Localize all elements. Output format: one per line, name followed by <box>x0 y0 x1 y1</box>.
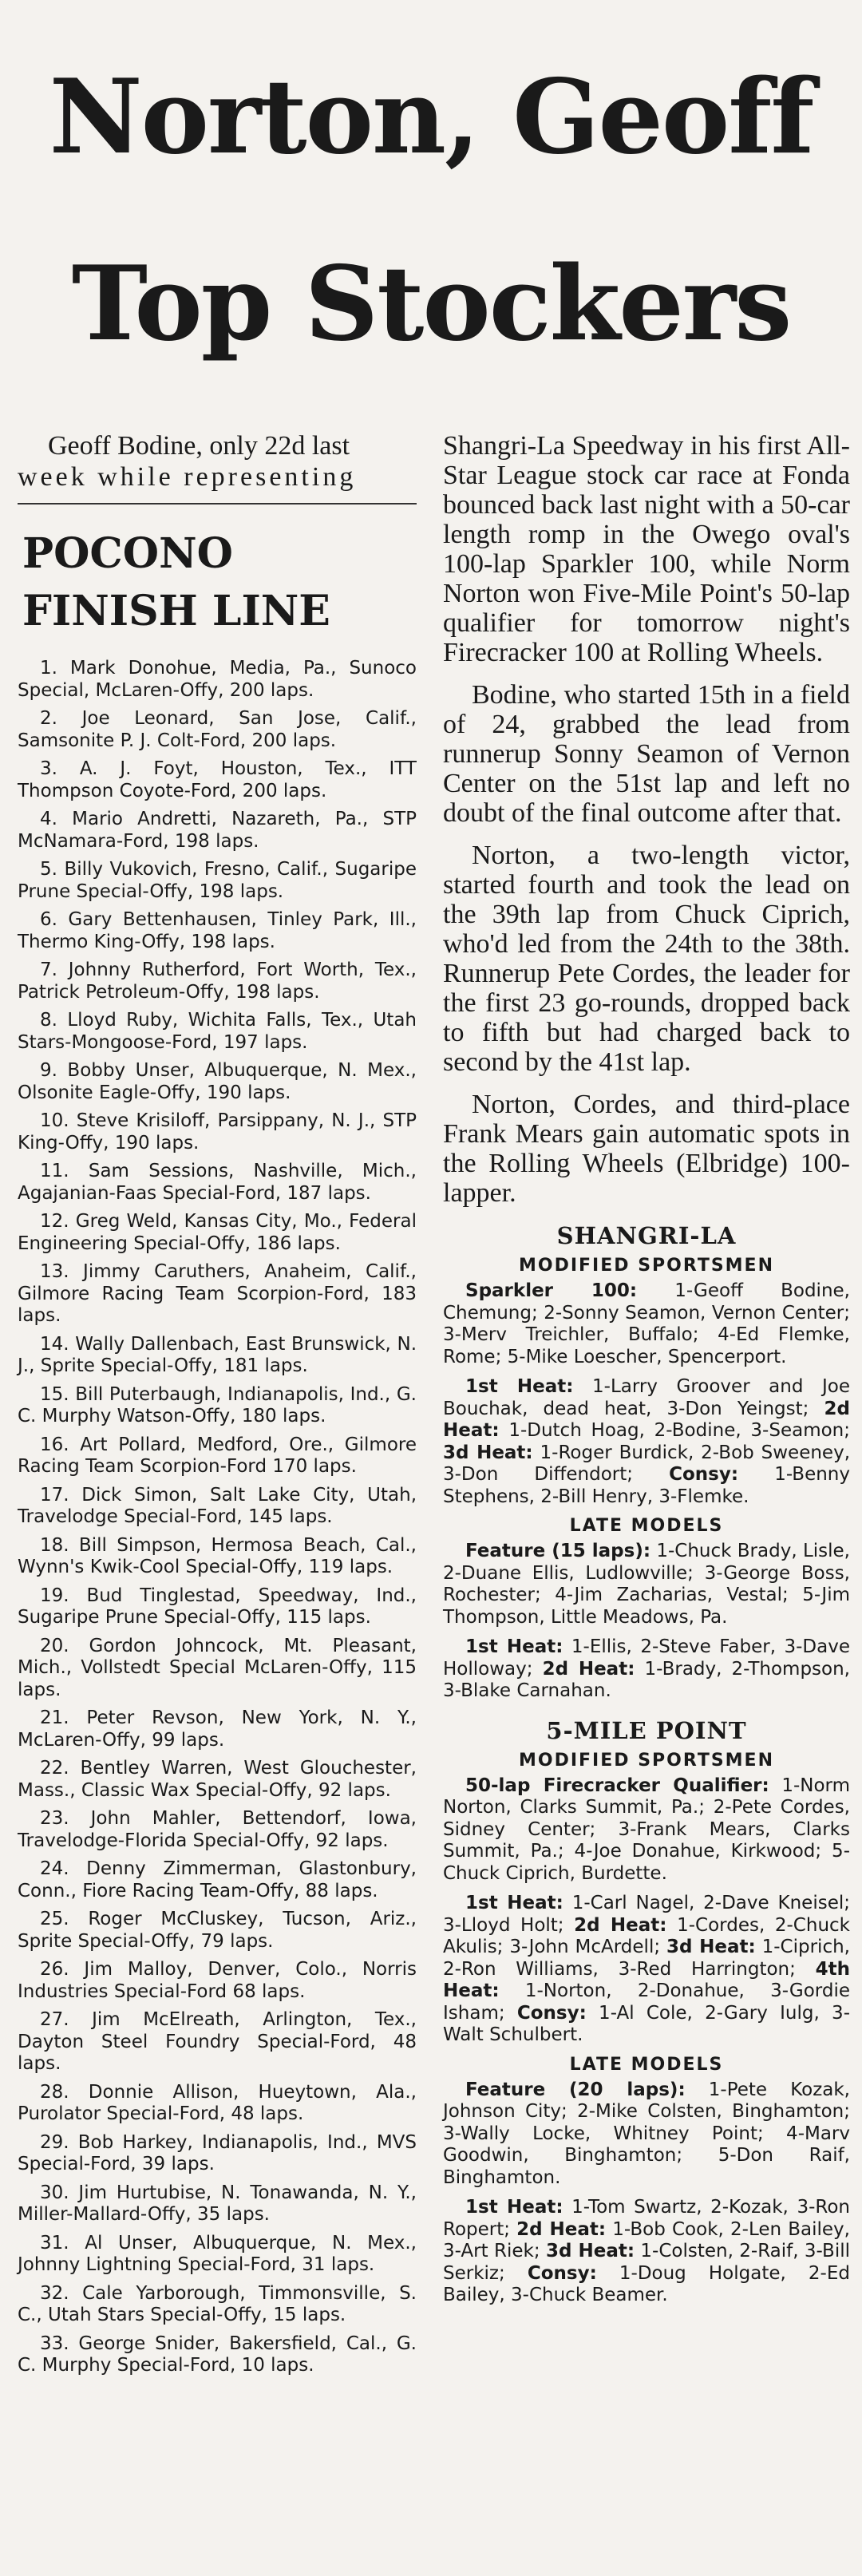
finish-entry: 11. Sam Sessions, Nashville, Mich., Agajanian-Faas Special-Ford, 187 laps. <box>18 1161 417 1204</box>
right-column <box>443 431 850 2315</box>
finish-entry: 9. Bobby Unser, Albuquerque, N. Mex., Olsonite Eagle-Offy, 190 laps. <box>18 1060 417 1103</box>
section-fivemile-title: 5-MILE POINT <box>546 1716 747 1744</box>
finish-entry: 4. Mario Andretti, Nazareth, Pa., STP McNamara-Ford, 198 laps. <box>18 809 417 852</box>
finish-entry: 22. Bentley Warren, West Glouchester, Mass., Classic Wax Special-Offy, 92 laps. <box>18 1758 417 1801</box>
story-paragraph: Shangri-La Speedway in his first All-Star League stock car race at Fonda bounced back last night with a 50-car length romp in the Owego oval's 100-lap Sparkler 100, while Norm Norton won Five-Mile Point's 50-lap qualifier for tomorrow night's Firecracker 100 at Rolling Wheels. <box>443 431 850 667</box>
pocono-box <box>18 525 417 2377</box>
finish-entry: 32. Cale Yarborough, Timmonsville, S. C., Utah Stars Special-Offy, 15 laps. <box>18 2282 417 2325</box>
finish-entry: 33. George Snider, Bakersfield, Cal., G. C. Murphy Special-Ford, 10 laps. <box>18 2333 417 2376</box>
finish-entry: 25. Roger McCluskey, Tucson, Ariz., Sprite Special-Offy, 79 laps. <box>18 1909 417 1952</box>
headline-line-2: Top Stockers <box>71 244 791 364</box>
fivemile-late-results <box>443 2079 850 2307</box>
finish-list <box>18 658 417 2377</box>
finish-entry: 10. Steve Krisiloff, Parsippany, N. J., STP King-Offy, 190 laps. <box>18 1110 417 1153</box>
finish-entry: 27. Jim McElreath, Arlington, Tex., Dayton Steel Foundry Special-Ford, 48 laps. <box>18 2009 417 2074</box>
result-paragraph: 50-lap Firecracker Qualifier: 1-Norm Norton, Clarks Summit, Pa.; 2-Pete Cordes, Sidney Center; 3-Frank Mears, Clarks Summit, Pa.; 4-Joe Donahue, Kirkwood; 5-Chuck Ciprich, Burdette. <box>443 1775 850 1884</box>
shangrila-modified-label: MODIFIED SPORTSMEN <box>518 1256 774 1276</box>
finish-entry: 28. Donnie Allison, Hueytown, Ala., Purolator Special-Ford, 48 laps. <box>18 2081 417 2124</box>
finish-entry: 20. Gordon Johncock, Mt. Pleasant, Mich., Vollstedt Special McLaren-Offy, 115 laps. <box>18 1635 417 1700</box>
finish-entry: 17. Dick Simon, Salt Lake City, Utah, Travelodge Special-Ford, 145 laps. <box>18 1484 417 1527</box>
finish-entry: 23. John Mahler, Bettendorf, Iowa, Travelodge-Florida Special-Offy, 92 laps. <box>18 1808 417 1851</box>
finish-entry: 2. Joe Leonard, San Jose, Calif., Samsonite P. J. Colt-Ford, 200 laps. <box>18 708 417 751</box>
fivemile-late-label: LATE MODELS <box>569 2054 724 2075</box>
finish-entry: 13. Jimmy Caruthers, Anaheim, Calif., Gilmore Racing Team Scorpion-Ford, 183 laps. <box>18 1261 417 1326</box>
result-paragraph: Sparkler 100: 1-Geoff Bodine, Chemung; 2-Sonny Seamon, Vernon Center; 3-Merv Treichler, Buffalo; 4-Ed Flemke, Rome; 5-Mike Loescher, Spencerport. <box>443 1280 850 1367</box>
result-paragraph: 1st Heat: 1-Tom Swartz, 2-Kozak, 3-Ron Ropert; 2d Heat: 1-Bob Cook, 2-Len Bailey, 3-Art Riek; 3d Heat: 1-Colsten, 2-Raif, 3-Bill Serkiz; Consy: 1-Doug Holgate, 2-Ed Bailey, 3-Chuck Beamer. <box>443 2197 850 2305</box>
box-title-1: POCONO <box>22 529 233 578</box>
result-paragraph: 1st Heat: 1-Larry Groover and Joe Bouchak, dead heat, 3-Don Yeingst; 2d Heat: 1-Dutch Hoag, 2-Bodine, 3-Seamon; 3d Heat: 1-Roger Burdick, 2-Bob Sweeney, 3-Don Diffendort; Consy: 1-Benny Stephens, 2-Bill Henry, 3-Flemke. <box>443 1376 851 1507</box>
fivemile-modified-label: MODIFIED SPORTSMEN <box>518 1750 774 1771</box>
fivemile-modified-results <box>443 1775 850 2047</box>
finish-entry: 21. Peter Revson, New York, N. Y., McLaren-Offy, 99 laps. <box>18 1707 417 1751</box>
column-divider <box>18 503 417 505</box>
finish-entry: 14. Wally Dallenbach, East Brunswick, N. J., Sprite Special-Offy, 181 laps. <box>18 1333 417 1376</box>
finish-entry: 29. Bob Harkey, Indianapolis, Ind., MVS Special-Ford, 39 laps. <box>18 2131 417 2174</box>
lead-line-1: Geoff Bodine, only 22d last <box>48 431 350 461</box>
finish-entry: 6. Gary Bettenhausen, Tinley Park, Ill., Thermo King-Offy, 198 laps. <box>18 909 417 952</box>
story-paragraph: Bodine, who started 15th in a field of 24, grabbed the lead from runnerup Sonny Seamon of Vernon Center on the 51st lap and left no doubt of the final outcome after that. <box>443 680 850 828</box>
finish-entry: 31. Al Unser, Albuquerque, N. Mex., Johnny Lightning Special-Ford, 31 laps. <box>18 2232 417 2275</box>
finish-entry: 19. Bud Tinglestad, Speedway, Ind., Sugaripe Prune Special-Offy, 115 laps. <box>18 1585 417 1628</box>
finish-entry: 26. Jim Malloy, Denver, Colo., Norris Industries Special-Ford 68 laps. <box>18 1959 417 2002</box>
finish-entry: 16. Art Pollard, Medford, Ore., Gilmore Racing Team Scorpion-Ford 170 laps. <box>18 1434 417 1477</box>
finish-entry: 15. Bill Puterbaugh, Indianapolis, Ind., G. C. Murphy Watson-Offy, 180 laps. <box>18 1383 417 1426</box>
story-paragraph: Norton, Cordes, and third-place Frank Mears gain automatic spots in the Rolling Wheels (Elbridge) 100-lapper. <box>443 1090 850 1208</box>
result-paragraph: 1st Heat: 1-Ellis, 2-Steve Faber, 3-Dave Holloway; 2d Heat: 1-Brady, 2-Thompson, 3-Blake Carnahan. <box>443 1636 850 1701</box>
finish-entry: 12. Greg Weld, Kansas City, Mo., Federal Engineering Special-Offy, 186 laps. <box>18 1211 417 1254</box>
story-body <box>443 431 850 1208</box>
finish-entry: 3. A. J. Foyt, Houston, Tex., ITT Thompson Coyote-Ford, 200 laps. <box>18 758 417 801</box>
section-shangrila-title: SHANGRI-LA <box>556 1222 737 1249</box>
result-paragraph: 1st Heat: 1-Carl Nagel, 2-Dave Kneisel; 3-Lloyd Holt; 2d Heat: 1-Cordes, 2-Chuck Akulis; 3-John McArdell; 3d Heat: 1-Ciprich, 2-Ron Williams, 3-Red Harrington; 4th Heat: 1-Norton, 2-Donahue, 3-Gordie Isham; Consy: 1-Al Cole, 2-Gary Iulg, 3-Walt Schulbert. <box>443 1893 850 2045</box>
shangrila-modified-results <box>443 1280 850 1508</box>
shangrila-late-label: LATE MODELS <box>569 1516 724 1536</box>
lead-line-2: week while representing <box>18 462 357 492</box>
box-title-2: FINISH LINE <box>22 587 330 635</box>
left-column <box>18 431 417 2384</box>
result-paragraph: Feature (15 laps): 1-Chuck Brady, Lisle, 2-Duane Ellis, Ludlowville; 3-George Boss, Rochester; 4-Jim Zacharias, Vestal; 5-Jim Thompson, Little Meadows, Pa. <box>443 1541 850 1628</box>
shangrila-late-results <box>443 1541 850 1703</box>
finish-entry: 8. Lloyd Ruby, Wichita Falls, Tex., Utah Stars-Mongoose-Ford, 197 laps. <box>18 1010 417 1053</box>
headline-line-1: Norton, Geoff <box>49 57 813 177</box>
finish-entry: 24. Denny Zimmerman, Glastonbury, Conn., Fiore Racing Team-Offy, 88 laps. <box>18 1858 417 1901</box>
result-paragraph: Feature (20 laps): 1-Pete Kozak, Johnson City; 2-Mike Colsten, Binghamton; 3-Wally Locke, Whitney Point; 4-Marv Goodwin, Binghamton; 5-Don Raif, Binghamton. <box>443 2079 850 2188</box>
finish-entry: 30. Jim Hurtubise, N. Tonawanda, N. Y., Miller-Mallard-Offy, 35 laps. <box>18 2182 417 2225</box>
finish-entry: 1. Mark Donohue, Media, Pa., Sunoco Special, McLaren-Offy, 200 laps. <box>18 658 417 701</box>
finish-entry: 18. Bill Simpson, Hermosa Beach, Cal., Wynn's Kwik-Cool Special-Offy, 119 laps. <box>18 1534 417 1577</box>
finish-entry: 7. Johnny Rutherford, Fort Worth, Tex., Patrick Petroleum-Offy, 198 laps. <box>18 960 417 1003</box>
story-paragraph: Norton, a two-length victor, started fourth and took the lead on the 39th lap from Chuck Ciprich, who'd led from the 24th to the 38th. Runnerup Pete Cordes, the leader for the first 23 go-rounds, dropped back to fifth but had charged back to second by the 41st lap. <box>443 841 850 1077</box>
finish-entry: 5. Billy Vukovich, Fresno, Calif., Sugaripe Prune Special-Offy, 198 laps. <box>18 859 417 902</box>
